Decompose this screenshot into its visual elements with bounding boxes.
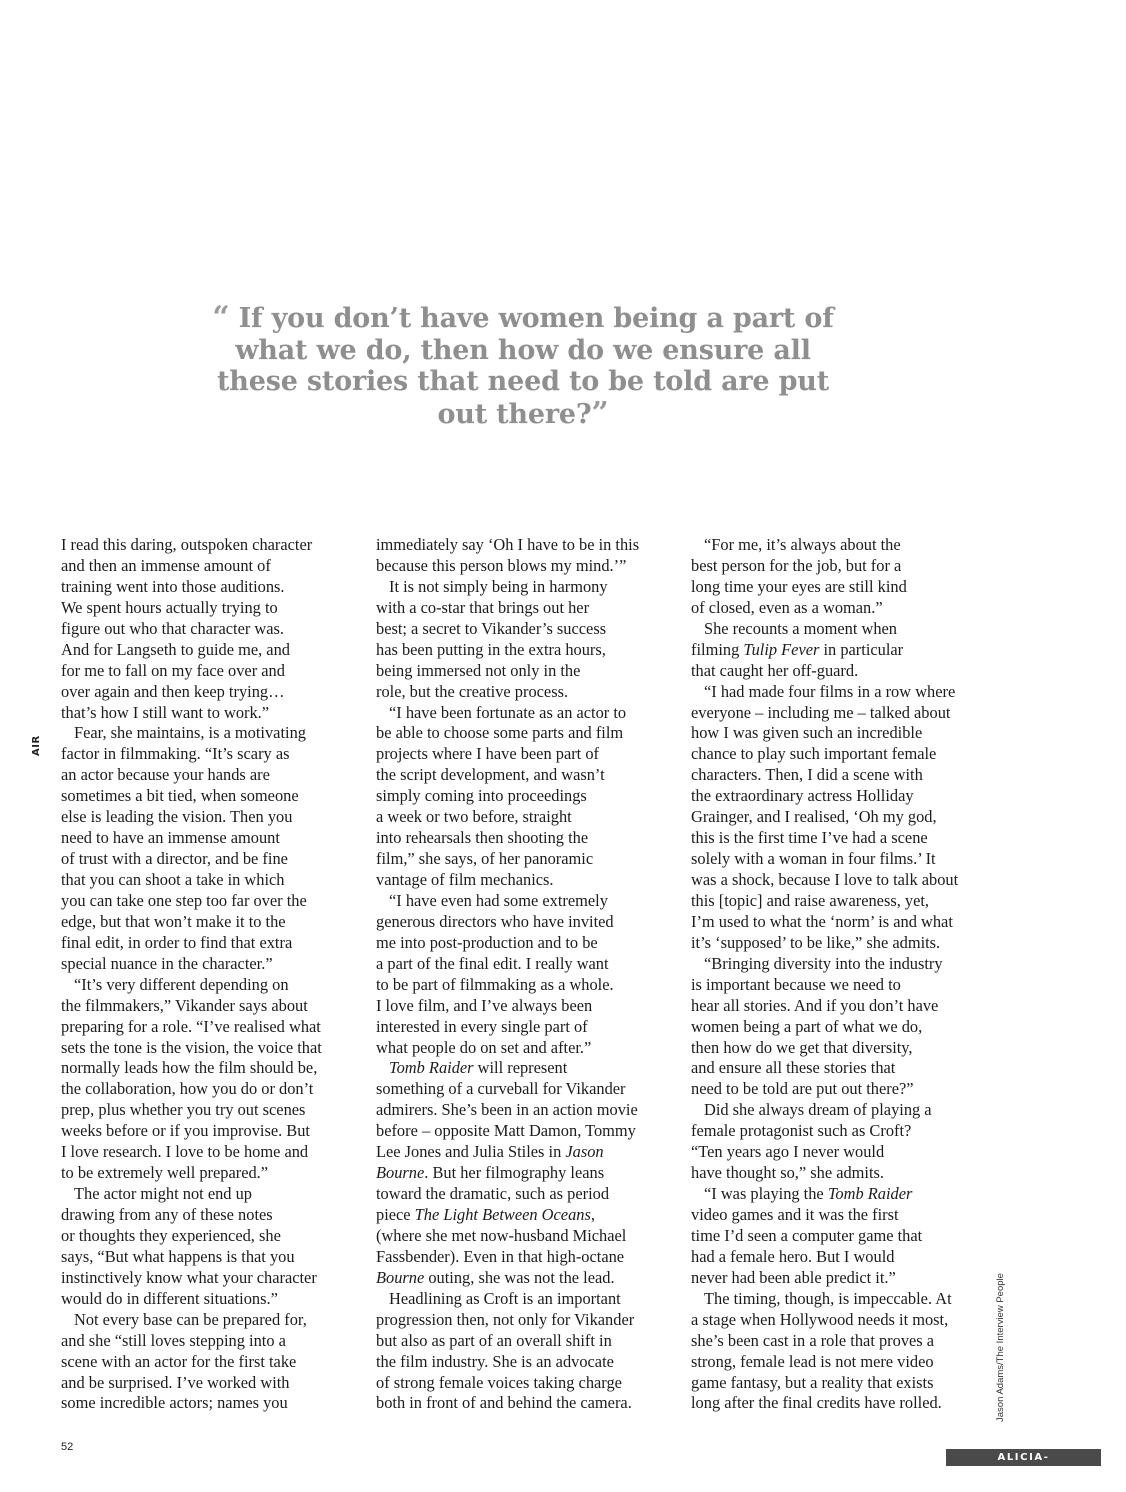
paragraph: “Bringing diversity into the industry is important because we need to hear all stories. And if you don’t have women being a part of what we do, then how do we get that diversity, and ensure all these stories that need to be told are put out there?” xyxy=(691,953,943,1099)
paragraph: “I have been fortunate as an actor to be able to choose some parts and film projects where I have been part of the script development, and wasn’t simply coming into proceedings a week or two before, straight into rehearsals then shooting the film,” she says, of her panoramic vantage of film mechanics. xyxy=(376,702,627,889)
text-run: outing, she was not the lead. xyxy=(424,1267,615,1287)
paragraph: “I had made four films in a row where everyone – including me – talked about how I was given such an incredible chance to play such important female characters. Then, I did a scene with the extraordinary actress Holliday Grainger, and I realised, ‘Oh my god, this is the first time I’ve had a scene solely with a woman in four films.’ It was a shock, because I love to talk about this [topic] and raise awareness, yet, I’m used to what the ‘norm’ is and what it’s ‘supposed’ to be like,” she admits. xyxy=(691,681,959,952)
film-title: Bourne xyxy=(376,1267,425,1287)
page-number: 52 xyxy=(61,1441,74,1453)
text-run: . But her filmography leans toward the dramatic, such as period piece xyxy=(376,1163,610,1224)
film-title: Tulip Fever xyxy=(743,639,820,659)
paragraph: Headlining as Croft is an important progression then, not only for Vikander but also as part of an overall shift in the film industry. She is an advocate of strong female voices taking charge both in front of and behind the camera. xyxy=(376,1288,635,1413)
close-quote-mark: ” xyxy=(591,395,609,431)
film-title: Tomb Raider xyxy=(389,1058,474,1078)
pull-quote-text: If you don’t have women being a part of what we do, then how do we ensure all these stories that need to be told are put out there? xyxy=(217,303,834,430)
paragraph: “It’s very different depending on the filmmakers,” Vikander says about preparing for a role. “I’ve realised what sets the tone is the vision, the voice that normally leads how the film should be, the collaboration, how you do or don’t prep, plus whether you try out scenes weeks before or if you improvise. But I love research. I love to be home and to be extremely well prepared.” xyxy=(61,974,322,1183)
paragraph: immediately say ‘Oh I have to be in this because this person blows my mind.’” xyxy=(376,535,640,575)
paragraph: Not every base can be prepared for, and she “still loves stepping into a scene with an actor for the first take and be surprised. I’ve worked with some incredible actors; names you xyxy=(61,1309,307,1413)
photo-credit: Jason Adams/The Interview People xyxy=(995,1273,1006,1422)
text-run: in particular that caught her off-guard. xyxy=(691,639,904,680)
paragraph: “I have even had some extremely generous directors who have invited me into post-production and to be a part of the final edit. I really want to be part of filmmaking as a whole. I love film, and I’ve always been interested in every single part of what people do on set and after.” xyxy=(376,890,614,1057)
paragraph: It is not simply being in harmony with a co-star that brings out her best; a secret to Vikander’s success has been putting in the extra hours, being immersed not only in the role, but the creative process. xyxy=(376,576,608,701)
text-run: , (where she met now-husband Michael Fassbender). Even in that high-octane xyxy=(376,1205,627,1266)
paragraph xyxy=(691,1184,993,1289)
text-run: will represent something of a curveball for Vikander admirers. She’s been in an action movie before – opposite Matt Damon, Tommy Lee Jones and Julia Stiles in xyxy=(376,1058,638,1162)
article-column-2 xyxy=(376,535,678,1414)
site-url-badge: ALICIA-VIKANDER.ORG xyxy=(946,1449,1101,1466)
article-column-1 xyxy=(61,535,363,1414)
film-title: Jason Bourne xyxy=(376,1142,604,1183)
paragraph: The actor might not end up drawing from any of these notes or thoughts they experienced, she says, “But what happens is that you instinctively know what your character would do in different situations.” xyxy=(61,1184,317,1308)
open-quote-mark: “ xyxy=(212,300,230,335)
game-title: Tomb Raider xyxy=(827,1184,913,1204)
article-column-3 xyxy=(691,535,993,1414)
paragraph: The timing, though, is impeccable. At a stage when Hollywood needs it most, she’s been cast in a role that proves a strong, female lead is not mere video game fantasy, but a reality that exists long after the final credits have rolled. xyxy=(691,1288,952,1413)
pull-quote xyxy=(195,302,851,430)
paragraph: Fear, she maintains, is a motivating factor in filmmaking. “It’s scary as an actor because your hands are sometimes a bit tied, when someone else is leading the vision. Then you need to have an immense amount of trust with a director, and be fine that you can shoot a take in which you can take one step too far over the edge, but that won’t make it to the final edit, in order to find that extra special nuance in the character.” xyxy=(61,723,307,973)
paragraph xyxy=(376,1058,678,1288)
paragraph: Did she always dream of playing a female protagonist such as Croft? “Ten years ago I never would have thought so,” she admits. xyxy=(691,1100,932,1183)
text-run: She recounts a moment when filming xyxy=(691,618,897,659)
text-run: video games and it was the first time I’d seen a computer game that had a female hero. But I would never had been able predict it.” xyxy=(691,1205,923,1287)
film-title: The Light Between Oceans xyxy=(414,1205,591,1224)
section-label: AIR xyxy=(31,735,42,756)
paragraph: “For me, it’s always about the best person for the job, but for a long time your eyes are still kind of closed, even as a woman.” xyxy=(691,535,907,617)
text-run: “I was playing the xyxy=(704,1184,828,1204)
paragraph xyxy=(691,619,993,682)
paragraph: I read this daring, outspoken character and then an immense amount of training went into those auditions. We spent hours actually trying to figure out who that character was. And for Langseth to guide me, and for me to fall on my face over and over again and then keep trying… that’s how I still want to work.” xyxy=(61,535,313,722)
